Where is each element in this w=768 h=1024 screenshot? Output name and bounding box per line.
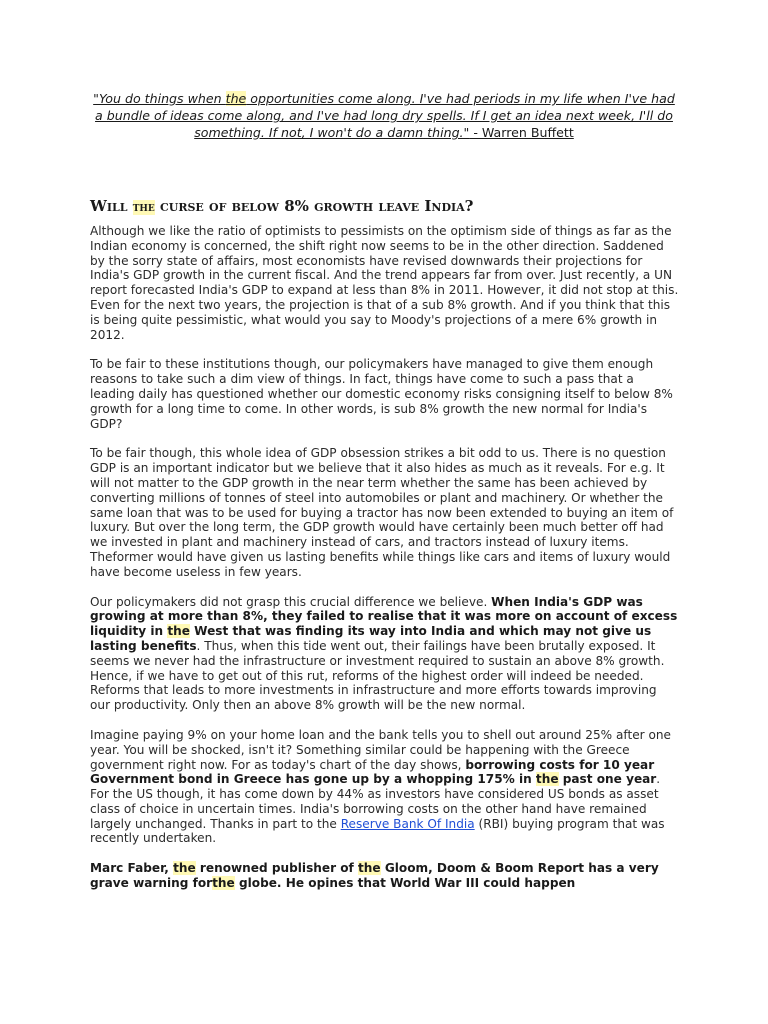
p6-bold-1: Marc Faber, <box>90 861 174 876</box>
rbi-link[interactable]: Reserve Bank Of India <box>340 816 475 831</box>
quote-text-2: opportunities come along. I've had periods in my life when I've had a bundle of ideas come along, and I've had long dry spells. If I get an idea next week, I'll do something. If not, I won't do a damn thing." <box>95 91 675 140</box>
p5-text-d: (RBI) buying program that was recently undertaken. <box>90 816 665 846</box>
p4-highlight: the <box>167 624 190 639</box>
paragraph-3: To be fair though, this whole idea of GDP obsession strikes a bit odd to us. There is no question GDP is an important indicator but we believe that it also hides as much as it reveals. For e.g. It will not matter to the GDP growth in the near term whether the same has been achieved by converting millions of tonnes of steel into automobiles or plant and machinery. Or whether the same loan that was to be used for buying a tractor has now been extended to buying an item of luxury. But over the long term, the GDP growth would have certainly been much better off had we invested in plant and machinery instead of cars, and tractors instead of luxury items. Theformer would have given us lasting benefits while things like cars and items of luxury would have become useless in few years. <box>90 446 674 579</box>
p6-bold <box>90 861 659 890</box>
p6-highlight-1: the <box>173 861 196 876</box>
paragraph-6 <box>90 861 680 891</box>
p6-bold-3: Gloom, Doom & Boom Report has a very grave warning for <box>90 861 659 891</box>
heading-highlight: the <box>132 200 155 215</box>
p4-text-a: Our policymakers did not grasp this crucial difference we believe. <box>90 594 492 609</box>
p5-highlight: the <box>535 772 559 787</box>
p6-highlight-3: the <box>212 876 235 891</box>
p4-bold-2: West that was finding its way into India and which may not give us lasting benefits <box>90 624 652 653</box>
p4-text-c: . Thus, when this tide went out, their failings have been brutally exposed. It seems we never had the infrastructure or investment required to sustain an above 8% growth. Hence, if we have to get out of this rut, reforms of the highest order will indeed be needed. Reforms that leads to more investments in infrastructure and more efforts towards improving our productivity. Only then an above 8% growth will be the new normal. <box>90 638 665 713</box>
p6-bold-2: renowned publisher of <box>195 861 359 876</box>
quote-text-1: "You do things when <box>93 91 226 106</box>
p6-bold-4: globe. He opines that World War III could happen <box>234 876 576 891</box>
article-heading <box>90 196 473 218</box>
heading-pre: Will <box>90 197 133 215</box>
article-body <box>90 224 680 906</box>
paragraph-4 <box>90 595 680 713</box>
p6-highlight-2: the <box>358 861 381 876</box>
p5-text-a: Imagine paying 9% on your home loan and the bank tells you to shell out around 25% after one year. You will be shocked, isn't it? Something similar could be happening with the Greece government right now. For as today's chart of the day shows, <box>90 727 671 772</box>
buffett-quote <box>88 90 680 141</box>
p5-text-c: . For the US though, it has come down by 44% as investors have considered US bonds as asset class of choice in uncertain times. India's borrowing costs on the other hand have remained largely unchanged. Thanks in part to the <box>90 772 661 831</box>
paragraph-2: To be fair to these institutions though, our policymakers have managed to give them enough reasons to take such a dim view of things. In fact, things have come to such a pass that a leading daily has questioned whether our domestic economy risks consigning itself to below 8% growth for a long time to come. In other words, is sub 8% growth the new normal for India's GDP? <box>90 357 673 431</box>
p4-bold-1: When India's GDP was growing at more than 8%, they failed to realise that it was more on account of excess liquidity in <box>90 594 678 639</box>
p5-bold-2: past one year <box>558 772 657 787</box>
quote-highlight: the <box>225 91 247 106</box>
quote-author: - Warren Buffett <box>469 125 574 140</box>
paragraph-1: Although we like the ratio of optimists to pessimists on the optimism side of things as far as the Indian economy is concerned, the shift right now seems to be in the other direction. Saddened by the sorry state of affairs, most economists have revised downwards their projections for India's GDP growth in the current fiscal. And the trend appears far from over. Just recently, a UN report forecasted India's GDP to expand at less than 8% in 2011. However, it did not stop at this. Even for the next two years, the projection is that of a sub 8% growth. And if you think that this is being quite pessimistic, what would you say to Moody's projections of a mere 6% growth in 2012. <box>90 224 679 342</box>
paragraph-5 <box>90 728 680 846</box>
p5-bold-1: borrowing costs for 10 year Government bond in Greece has gone up by a whopping 175% in <box>90 757 655 787</box>
heading-post: curse of below 8% growth leave India? <box>154 197 474 215</box>
